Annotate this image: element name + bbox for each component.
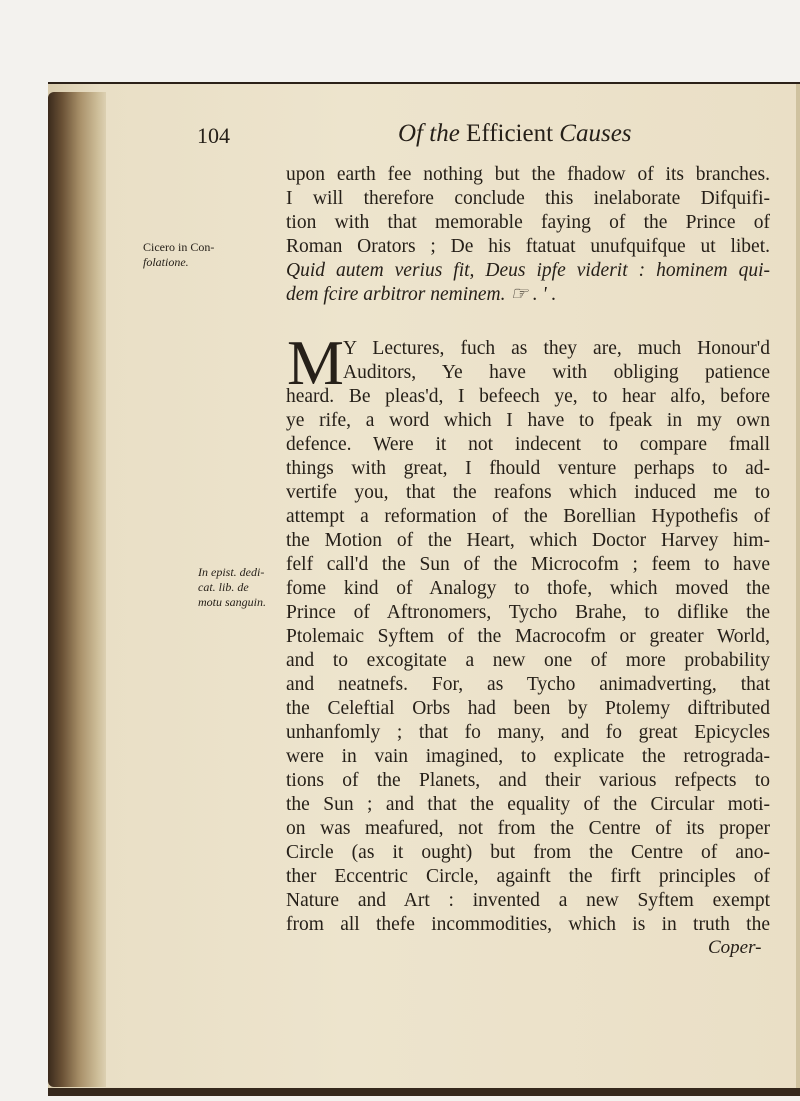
text-line: Quid autem verius fit, Deus ipfe viderit : hominem qui-: [286, 260, 770, 281]
text-line: fome kind of Analogy to thofe, which moved the: [286, 578, 770, 599]
text-line: were in vain imagined, to explicate the retrograda-: [286, 746, 770, 767]
text-line: vertife you, that the reafons which induced me to: [286, 482, 770, 503]
margin-note: In epist. dedi- cat. lib. de motu sanguin.: [198, 565, 267, 609]
text-line: ye rife, a word which I have to fpeak in my own: [286, 410, 770, 431]
running-head-mid: Efficient: [466, 120, 554, 147]
book-bottom-edge: [48, 1088, 800, 1096]
book-gutter: [48, 92, 106, 1087]
running-head-prefix: Of the: [398, 120, 460, 147]
text-line: felf call'd the Sun of the Microcofm ; feem to have: [286, 554, 770, 575]
text-line: dem fcire arbitror neminem. ☞ . ' .: [286, 284, 557, 305]
text-line: unhanfomly ; that fo many, and fo great Epicycles: [286, 722, 770, 743]
catchword: Coper-: [708, 937, 762, 958]
running-head: [398, 120, 632, 148]
text-line: and neatnefs. For, as Tycho animadverting, that: [286, 674, 770, 695]
text-line: Y Lectures, fuch as they are, much Honour'd: [343, 338, 770, 359]
text-line: tions of the Planets, and their various refpects to: [286, 770, 770, 791]
text-line: Nature and Art : invented a new Syftem exempt: [286, 890, 770, 911]
text-line: attempt a reformation of the Borellian Hypothefis of: [286, 506, 770, 527]
text-line: Roman Orators ; De his ftatuat unufquifque ut libet.: [286, 236, 770, 257]
text-line: from all thefe incommodities, which is in truth the: [286, 914, 770, 935]
running-head-suffix: Causes: [559, 120, 632, 147]
page-number: 104: [197, 123, 230, 148]
text-line: ther Eccentric Circle, againft the firft principles of: [286, 866, 770, 887]
text-line: Circle (as it ought) but from the Centre of ano-: [286, 842, 770, 863]
text-line: defence. Were it not indecent to compare fmall: [286, 434, 770, 455]
text-line: the Motion of the Heart, which Doctor Harvey him-: [286, 530, 770, 551]
margin-note: Cicero in Con- folatione.: [143, 240, 215, 269]
text-line: I will therefore conclude this inelaborate Difquifi-: [286, 188, 770, 209]
text-line: tion with that memorable faying of the Prince of: [286, 212, 770, 233]
text-line: Auditors, Ye have with obliging patience: [343, 362, 770, 383]
text-line: things with great, I fhould venture perhaps to ad-: [286, 458, 770, 479]
text-line: Ptolemaic Syftem of the Macrocofm or greater World,: [286, 626, 770, 647]
text-line: the Sun ; and that the equality of the Circular moti-: [286, 794, 770, 815]
text-line: Prince of Aftronomers, Tycho Brahe, to diflike the: [286, 602, 770, 623]
text-line: the Celeftial Orbs had been by Ptolemy diftributed: [286, 698, 770, 719]
text-line: and to excogitate a new one of more probability: [286, 650, 770, 671]
text-line: heard. Be pleas'd, I befeech ye, to hear alfo, before: [286, 386, 770, 407]
drop-cap: M: [287, 327, 344, 398]
text-line: upon earth fee nothing but the fhadow of its branches.: [286, 164, 770, 185]
text-line: on was meafured, not from the Centre of its proper: [286, 818, 770, 839]
